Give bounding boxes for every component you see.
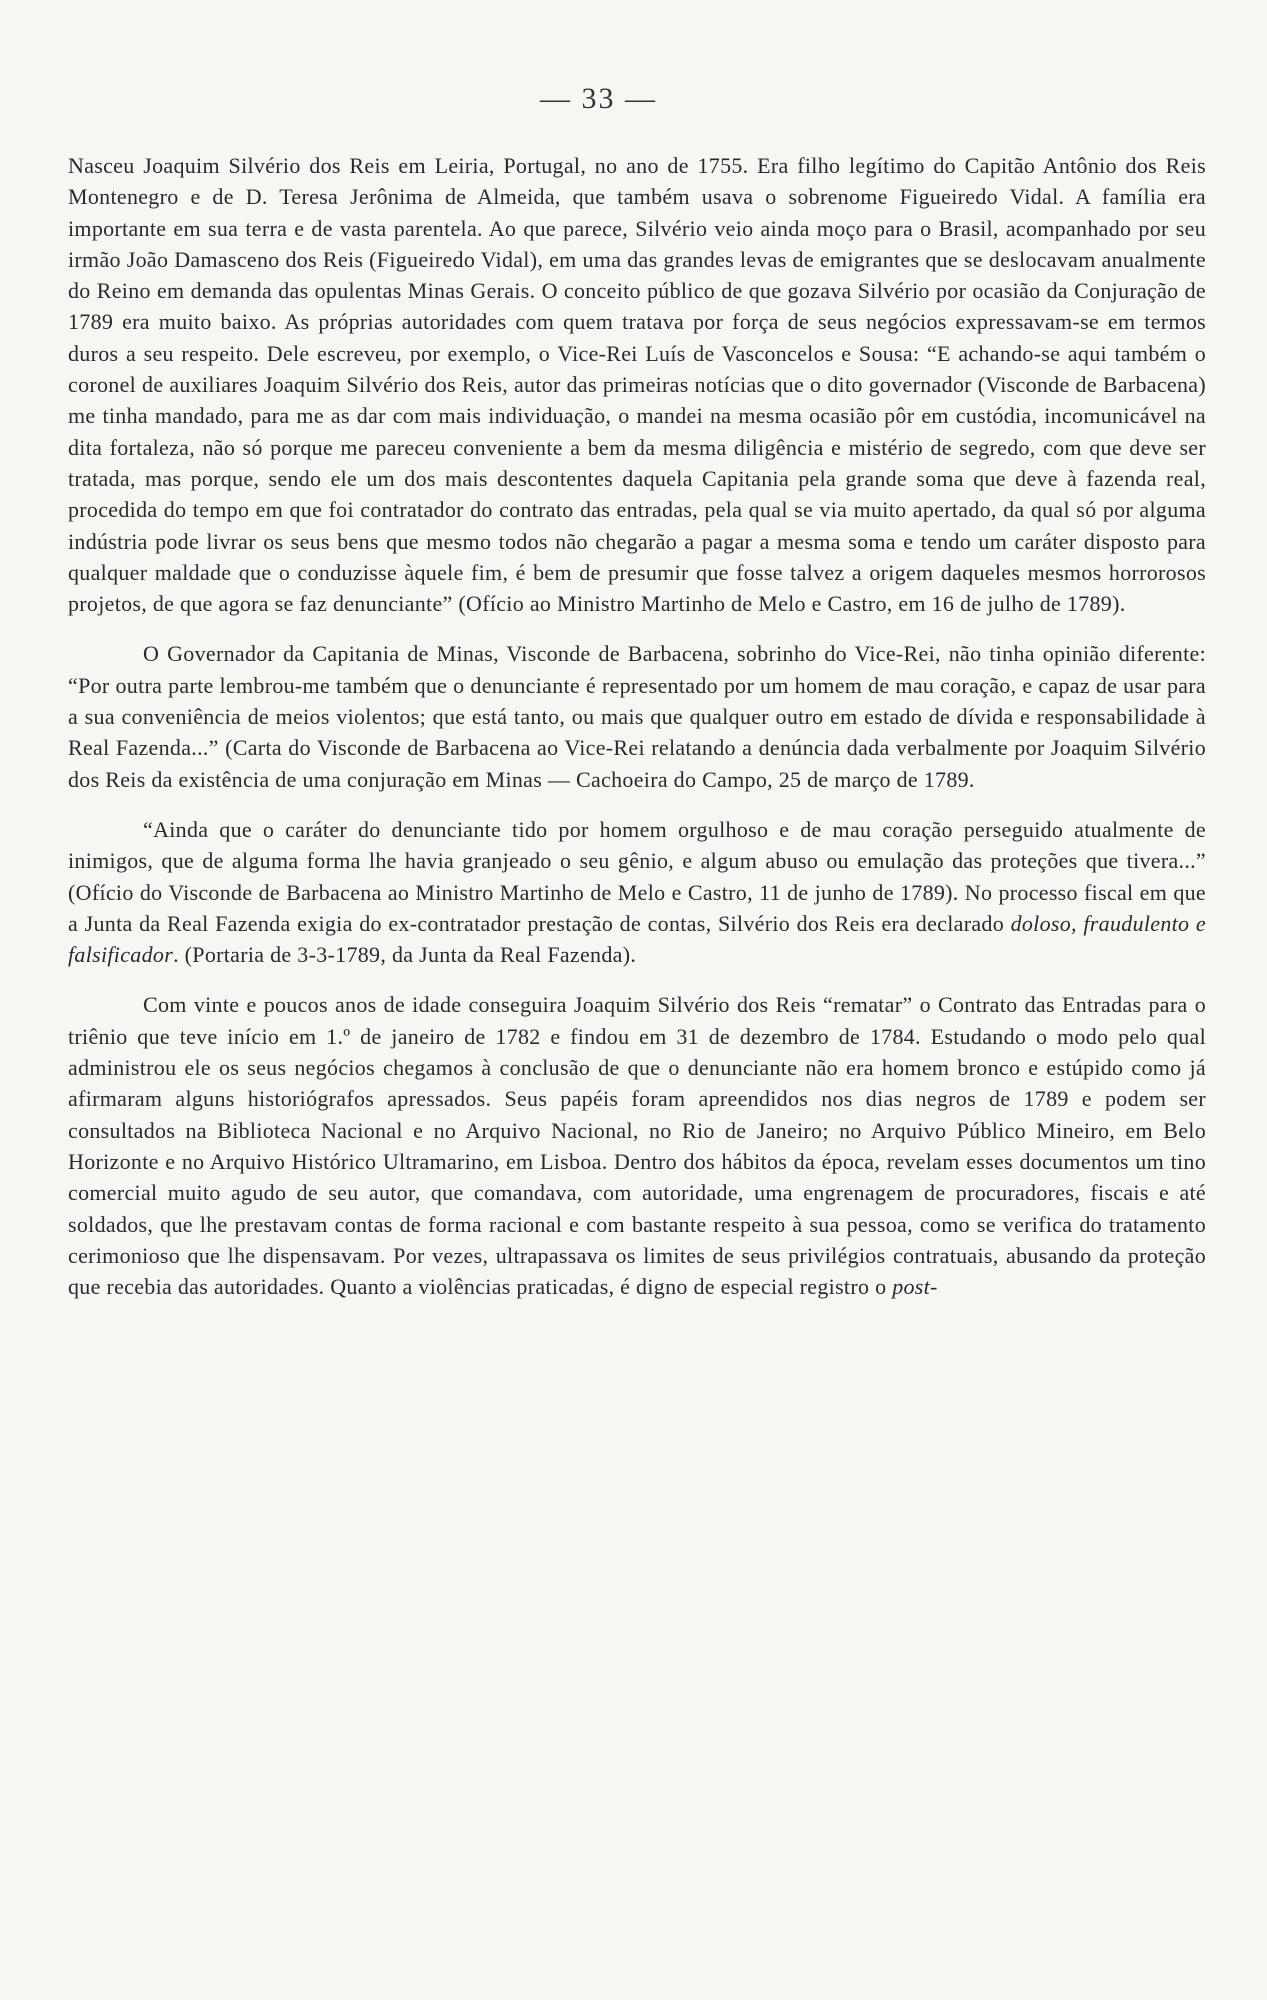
paragraph-text: “Ainda que o caráter do denunciante tido por homem orgulhoso e de mau coração perseguido atualmente de inimigos, que de alguma forma lhe havia granjeado o seu gênio, e algum abuso ou emulação das proteções que tivera...” (Ofício do Visconde de Barbacena ao Ministro Martinho de Melo e Castro, 11 de junho de 1789). No processo fiscal em que a Junta da Real Fazenda exigia do ex-contratador prestação de contas, Silvério dos Reis era declarado: [68, 816, 1206, 936]
italic-phrase: doloso, fraudulento e falsificador: [68, 910, 1206, 968]
paragraph-birth-and-reputation: Nasceu Joaquim Silvério dos Reis em Leiria, Portugal, no ano de 1755. Era filho legítimo do Capitão Antônio dos Reis Montenegro e de D. Teresa Jerônima de Almeida, que também usava o sobrenome Figueiredo Vidal. A família era importante em sua terra e de vasta parentela. Ao que parece, Silvério veio ainda moço para o Brasil, acompanhado por seu irmão João Damasceno dos Reis (Figueiredo Vidal), em uma das grandes levas de emigrantes que se deslocavam anualmente do Reino em demanda das opulentas Minas Gerais. O conceito público de que gozava Silvério por ocasião da Conjuração de 1789 era muito baixo. As próprias autoridades com quem tratava por força de seus negócios expressavam-se em termos duros a seu respeito. Dele escreveu, por exemplo, o Vice-Rei Luís de Vasconcelos e Sousa: “E achando-se aqui também o coronel de auxiliares Joaquim Silvério dos Reis, autor das primeiras notícias que o dito governador (Visconde de Barbacena) me tinha mandado, para me as dar com mais individuação, o mandei na mesma ocasião pôr em custódia, incomunicável na dita fortaleza, não só porque me pareceu conveniente a bem da mesma diligência e mistério de segredo, com que deve ser tratada, mas porque, sendo ele um dos mais descontentes daquela Capitania pela grande soma que deve à fazenda real, procedida do tempo em que foi contratador do contrato das entradas, pela qual se via muito apertado, da qual só por alguma indústria pode livrar os seus bens que mesmo todos não chegarão a pagar a mesma soma e tendo um caráter disposto para qualquer maldade que o conduzisse àquele fim, é bem de presumir que fosse talvez a origem daqueles mesmos horrorosos projetos, de que agora se faz denunciante” (Ofício ao Ministro Martinho de Melo e Castro, em 16 de julho de 1789).: [68, 153, 1206, 617]
page-number: — 33 —: [540, 82, 657, 115]
italic-word: post-: [892, 1274, 938, 1300]
paragraph-governor-opinion: O Governador da Capitania de Minas, Visconde de Barbacena, sobrinho do Vice-Rei, não tinha opinião diferente: “Por outra parte lembrou-me também que o denunciante é representado por um homem de mau coração, e capaz de usar para a sua conveniência de meios violentos; que está tanto, ou mais que qualquer outro em estado de dívida e responsabilidade à Real Fazenda...” (Carta do Visconde de Barbacena ao Vice-Rei relatando a denúncia dada verbalmente por Joaquim Silvério dos Reis da existência de uma conjuração em Minas — Cachoeira do Campo, 25 de março de 1789.: [68, 641, 1206, 792]
paragraph-barbacena-letter: [68, 814, 1206, 970]
paragraph-contract-administration: [68, 989, 1206, 1302]
body-text: [68, 150, 1206, 1302]
paragraph-text-end: . (Portaria de 3-3-1789, da Junta da Real Fazenda).: [173, 942, 637, 968]
paragraph-text: Com vinte e poucos anos de idade conseguira Joaquim Silvério dos Reis “rematar” o Contrato das Entradas para o triênio que teve início em 1.º de janeiro de 1782 e findou em 31 de dezembro de 1784. Estudando o modo pelo qual administrou ele os seus negócios chegamos à conclusão de que o denunciante não era homem bronco e estúpido como já afirmaram alguns historiógrafos apressados. Seus papéis foram apreendidos nos dias negros de 1789 e podem ser consultados na Biblioteca Nacional e no Arquivo Nacional, no Rio de Janeiro; no Arquivo Público Mineiro, em Belo Horizonte e no Arquivo Histórico Ultramarino, em Lisboa. Dentro dos hábitos da época, revelam esses documentos um tino comercial muito agudo de seu autor, que comandava, com autoridade, uma engrenagem de procuradores, fiscais e até soldados, que lhe prestavam contas de forma racional e com bastante respeito à sua pessoa, como se verifica do tratamento cerimonioso que lhe dispensavam. Por vezes, ultrapassava os limites de seus privilégios contratuais, abusando da proteção que recebia das autoridades. Quanto a violências praticadas, é digno de especial registro o: [68, 992, 1206, 1300]
